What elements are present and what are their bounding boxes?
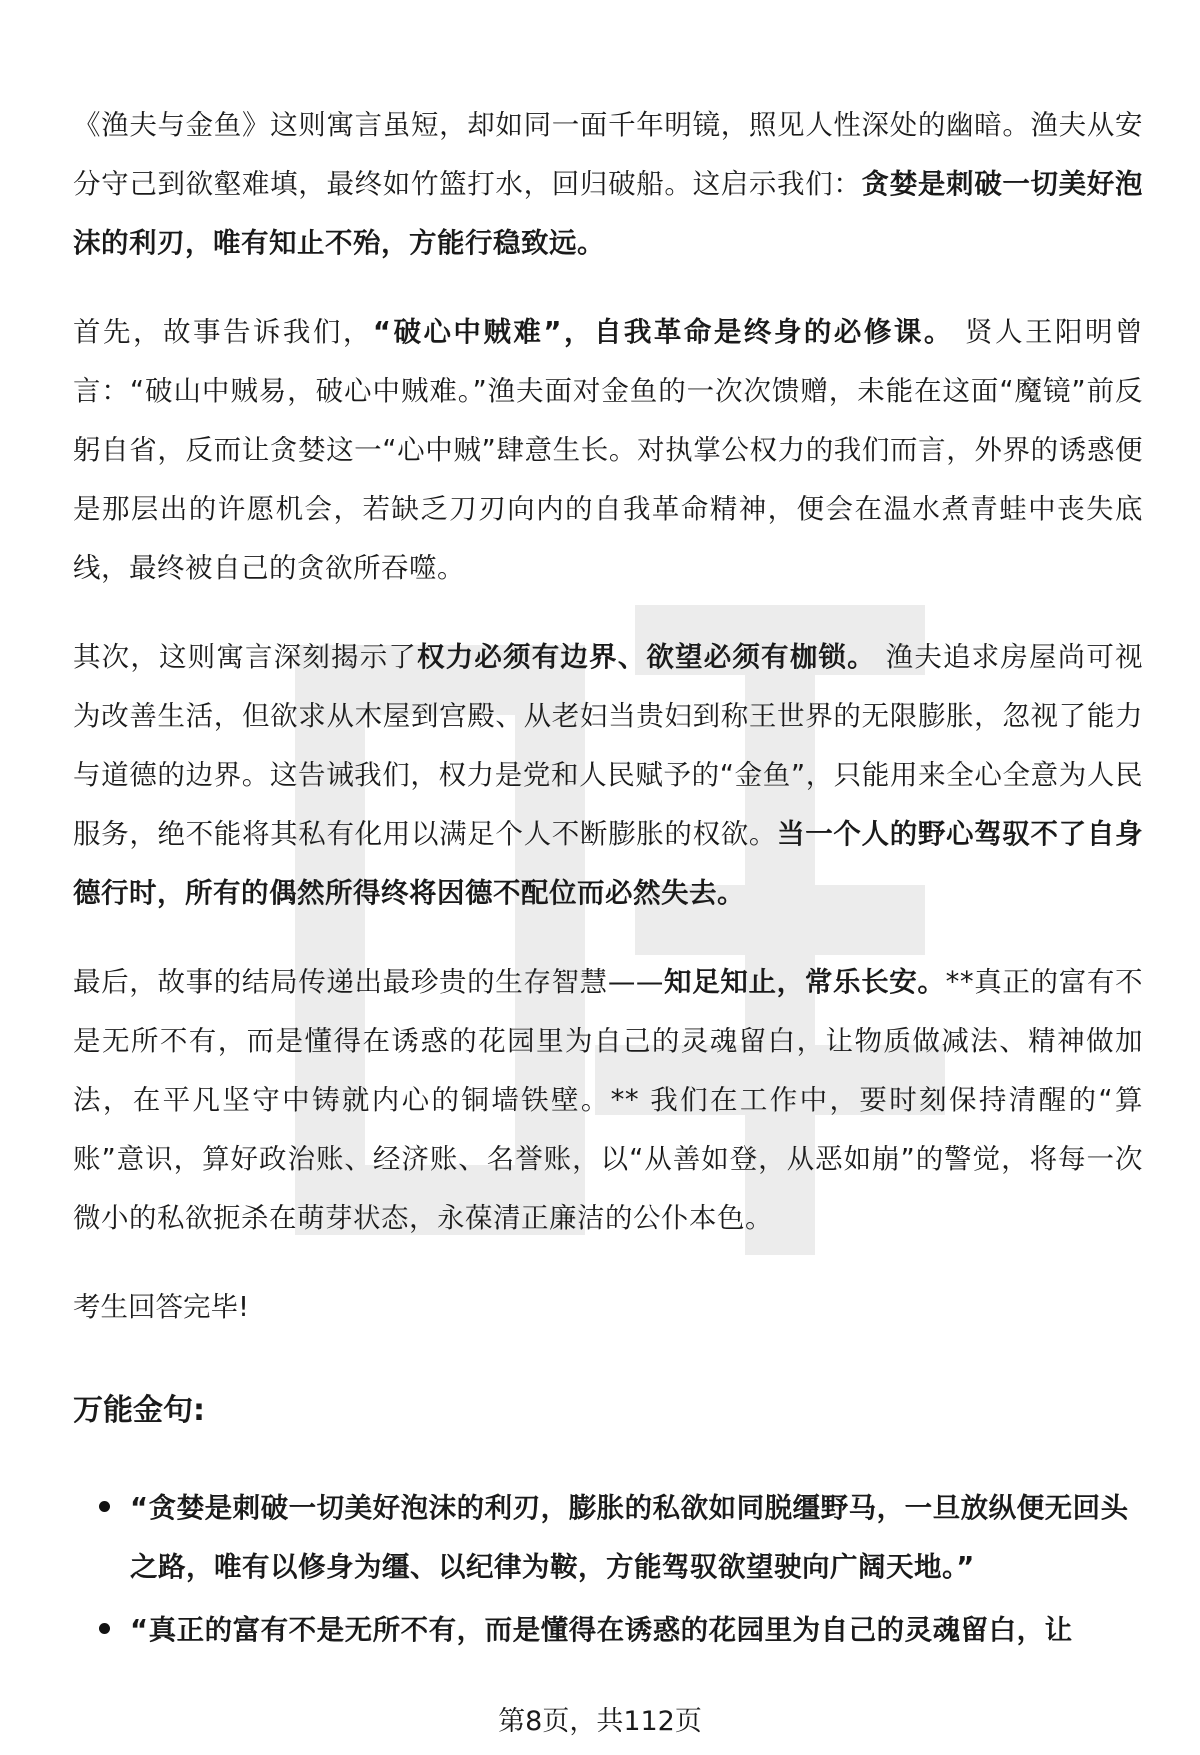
paragraph-emphasis: 权力必须有边界、欲望必须有枷锁。 [417,641,876,673]
quote-text: “真正的富有不是无所不有，而是懂得在诱惑的花园里为自己的灵魂留白，让 [130,1614,1073,1646]
closing-line: 考生回答完毕! [73,1291,250,1323]
quote-item [73,1479,1143,1597]
paragraph-text: **真正的富有不是无所不有，而是懂得在诱惑的花园里为自己的灵魂留白，让物质做减法、精神做加法，在平凡坚守中铸就内心的铜墙铁壁。** 我们在工作中，要时刻保持清醒的“算账”意识，算好政治账、经济账、名誉账，以“从善如登，从恶如崩”的警觉，将每一次微小的私欲扼杀在萌芽状态，永葆清正廉洁的公仆本色。 [73,966,1144,1234]
paragraph-final-point [73,953,1143,1248]
paragraph-text: 贤人王阳明曾言：“破山中贼易，破心中贼难。”渔夫面对金鱼的一次次馈赠，未能在这面“魔镜”前反躬自省，反而让贪婪这一“心中贼”肆意生长。对执掌公权力的我们而言，外界的诱惑便是那层出的许愿机会，若缺乏刀刃向内的自我革命精神，便会在温水煮青蛙中丧失底线，最终被自己的贪欲所吞噬。 [73,316,1143,584]
paragraph-first-point [73,303,1143,598]
paragraph-emphasis: 当一个人的野心驾驭不了自身德行时，所有的偶然所得终将因德不配位而必然失去。 [73,818,1144,909]
bullet-icon [99,1623,110,1634]
paragraph-emphasis: 贪婪是刺破一切美好泡沫的利刃，唯有知止不殆，方能行稳致远。 [73,168,1144,259]
paragraph-text: 最后，故事的结局传递出最珍贵的生存智慧—— [73,966,664,998]
quote-text: “贪婪是刺破一切美好泡沫的利刃，膨胀的私欲如同脱缰野马，一旦放纵便无回头之路，唯有以修身为缰、以纪律为鞍，方能驾驭欲望驶向广阔天地。” [130,1492,1129,1583]
quotes-list [73,1479,1143,1660]
paragraph-second-point [73,628,1143,923]
quotes-heading: 万能金句: [73,1393,205,1428]
paragraph-text: 首先，故事告诉我们， [73,316,373,348]
paragraph-emphasis: “破心中贼难”，自我革命是终身的必修课。 [372,316,954,348]
paragraph-emphasis: 知足知止，常乐长安。 [663,966,946,998]
document-body [73,96,1143,1664]
quote-item [73,1601,1143,1660]
paragraph-text: 《渔夫与金鱼》这则寓言虽短，却如同一面千年明镜，照见人性深处的幽暗。渔夫从安分守己到欲壑难填，最终如竹篮打水，回归破船。这启示我们： [73,109,1143,200]
paragraph-text: 渔夫追求房屋尚可视为改善生活，但欲求从木屋到宫殿、从老妇当贵妇到称王世界的无限膨胀，忽视了能力与道德的边界。这告诫我们，权力是党和人民赋予的“金鱼”，只能用来全心全意为人民服务，绝不能将其私有化用以满足个人不断膨胀的权欲。 [73,641,1143,850]
bullet-icon [99,1501,110,1512]
paragraph-text: 其次，这则寓言深刻揭示了 [73,641,418,673]
page-footer: 第8页，共112页 [498,1706,702,1737]
paragraph-intro [73,96,1143,273]
